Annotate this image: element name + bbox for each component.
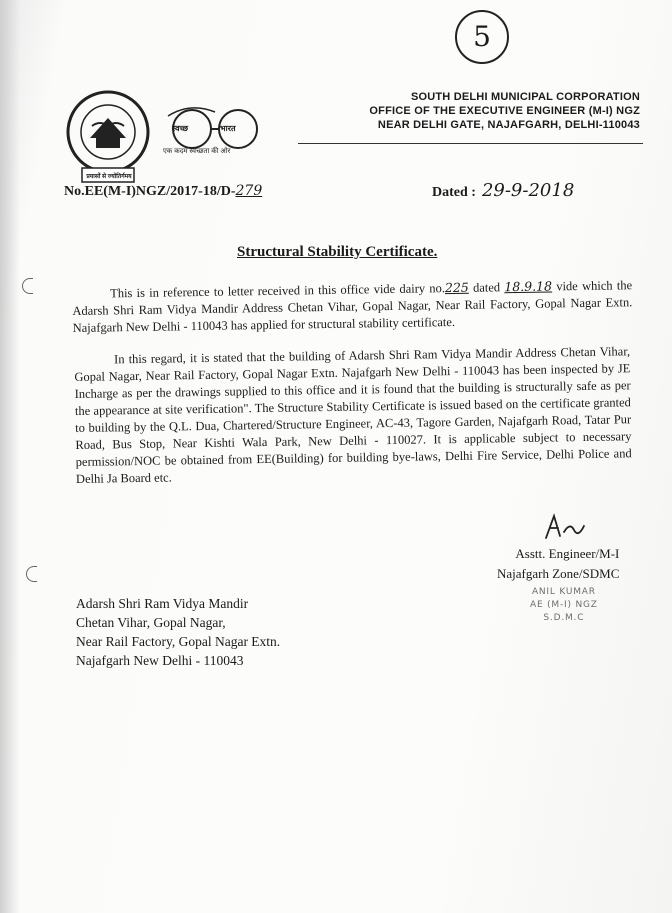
date-label: Dated : bbox=[432, 185, 476, 200]
punch-hole-mark bbox=[22, 278, 33, 294]
office-name: OFFICE OF THE EXECUTIVE ENGINEER (M-I) NGZ bbox=[369, 105, 640, 117]
header-rule bbox=[298, 143, 643, 144]
swachh-right-word: भारत bbox=[220, 124, 236, 133]
stamp-org: S.D.M.C bbox=[543, 613, 585, 623]
address-line: Adarsh Shri Ram Vidya Mandir bbox=[76, 596, 249, 611]
swachh-tagline: एक कदम स्वच्छता की ओर bbox=[163, 148, 231, 155]
org-name: SOUTH DELHI MUNICIPAL CORPORATION bbox=[410, 91, 640, 103]
signatory-zone: Najafgarh Zone/SDMC bbox=[497, 566, 620, 581]
page-number-circle: 5 bbox=[455, 10, 509, 64]
reference-prefix: No.EE(M-I)NGZ/2017-18/D- bbox=[64, 184, 236, 199]
swachh-left-word: स्वच्छ bbox=[172, 124, 189, 133]
seal-motto: प्रयासों से ज्योतिर्गमय bbox=[86, 174, 132, 180]
page-fold-shadow bbox=[0, 0, 20, 913]
reference-number bbox=[64, 183, 262, 200]
office-header bbox=[369, 90, 640, 132]
officer-stamp bbox=[530, 586, 598, 625]
paragraph1-text-a: This is in reference to letter received in this office vide dairy no. bbox=[110, 281, 446, 301]
signatory-designation: Asstt. Engineer/M-I bbox=[515, 546, 620, 561]
paragraph1-text-b: dated bbox=[468, 280, 505, 295]
office-address: NEAR DELHI GATE, NAJAFGARH, DELHI-110043 bbox=[377, 119, 640, 131]
address-line: Chetan Vihar, Gopal Nagar, bbox=[76, 615, 226, 630]
address-line: Najafgarh New Delhi - 110043 bbox=[76, 653, 244, 668]
dairy-number: 225 bbox=[444, 279, 469, 296]
date-handwritten-value: 29-9-2018 bbox=[481, 180, 575, 201]
signatory-block bbox=[497, 544, 619, 584]
inspection-paragraph: In this regard, it is stated that the building of Adarsh Shri Ram Vidya Mandir Address Chetan Vihar, Gopal Nagar, Near Rail Factory, Gopal Nagar Extn. Najafgarh New Delhi - 110043 has been inspected by JE Incharge as per the drawings supplied to this office and it is found that the building is structurally safe as per the appearance at site verification". The Structure Stability Certificate is issued based on the certificate granted to building by the Q.L. Dua, Chartered/Structure Engineer, AC-43, Tagore Garden, Najafgarh Road, Tatar Pur Road, Bus Stop, Near Kishti Wala Park, New Delhi - 110027. It is applicable subject to necessary permission/NOC be obtained from EE(Building) for building bye-laws, Delhi Fire Service, Delhi Police and Delhi Ja Board etc. bbox=[74, 344, 632, 486]
punch-hole-mark bbox=[26, 566, 37, 582]
addressee-block bbox=[76, 594, 280, 670]
handwritten-signature bbox=[540, 508, 590, 546]
certificate-title: Structural Stability Certificate. bbox=[237, 244, 438, 260]
date-line bbox=[432, 180, 574, 201]
reference-handwritten-number: 279 bbox=[235, 183, 263, 199]
paragraph1-text-c: vide which the Adarsh Shri Ram Vidya Mandir Address Chetan Vihar, Gopal Nagar, Near Rail Factory, Gopal Nagar Extn. Najafgarh New Delhi - 110043 has applied for structural stability certificate. bbox=[72, 278, 633, 335]
dairy-date: 18.9.18 bbox=[504, 278, 553, 295]
address-line: Near Rail Factory, Gopal Nagar Extn. bbox=[76, 634, 281, 649]
reference-paragraph bbox=[72, 276, 633, 337]
stamp-designation: AE (M-I) NGZ bbox=[530, 600, 598, 610]
sdmc-seal-logo bbox=[60, 88, 156, 184]
stamp-name: ANIL KUMAR bbox=[531, 587, 596, 597]
